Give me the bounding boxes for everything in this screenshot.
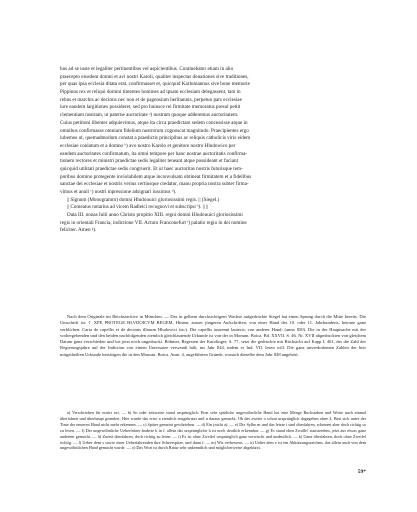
charter-text <box>60 66 366 235</box>
charter-line: rebus et marchis ac decimis nec non et de pagensium heribannis, perpetuo pars ecclesiae <box>60 96 242 103</box>
signum-line: || Signum (Monogramm) domni Hludouuici gloriosissimi regis. || (Siegel.) <box>67 196 220 203</box>
charter-line: vimus et anuli ᶜ) nostri inpressione adsignari iussimus ᵈ). <box>60 189 177 195</box>
editorial-note <box>60 314 366 358</box>
charter-line: sanctae dei ecclesiae et nostris verius certiusque credatur, manu propria nostra subter firma- <box>60 181 249 188</box>
charter-line: Cuius petitioni libenter adquievimus, atque ita circa praedictam sedem concessisse atque in <box>60 119 248 126</box>
charter-line: bus ad se iuste et legaliter pertinentibus vel aspicientibus. Continebatur etiam in alio <box>60 66 234 72</box>
charter-line: Pippinus rex et reliqui domini timentes homines ad ipsam ecclesiam delegassent, tam in <box>60 89 241 96</box>
charter-line: omnibus confirmasse omnium fidelium nostrorum cognoscat magnitudo. Praecipientes ergo <box>60 127 249 134</box>
charter-line: iure eandem largitiones possideret, sed pro huiusce rei firmitate memoratus presul petiit <box>60 104 241 111</box>
charter-line: clementiam nostram, ut paterne auctoritate ᵃ) nostram quoque adderemus auctoritatem. <box>60 112 239 119</box>
footnote-paragraph: a) Verschrieben für nostri avi. — b) So oder zeitweise stand ursprünglich. Eine sehr spärliche ungewöhnliche Hand hat eine Menge Buchstaben und Worte nach einmal überfahren und überhaupt geändert. Hier wurde das erste a ziemlich ausgekratzt und n daraus gemacht. Ob das zweite o schon ursprünglich dagegeben ohne 4. Best sich unter der Tinte der neueren Hand nicht mehr erkennen. — c) Später gemeint geschrieben. — d) Ein (nicht a). — e) Die Sylbe m und das letzte i sind überfahren, scheinen aber doch richtig so zu lesen. — f) Der ungewöhnliche Ueberfahrer änderte h in f, allein das ursprüngliche h ist noch deutlich erkennbar. — g) Es stand eben Zwalle! ausisterdem, jetzt aus etwas ganz anderem gemacht. — h) Zuerst überfahren, doch richtig zu lesen. — i) Es ist ohne Zweifel ursprünglich ganz verwischt und undeutlich. — k) Ganz überfahren, doch ohne Zweifel richtig. — l) Ueber dem s sowie einer Ueberfahrenden ihre Scheerspitze, und dann f. — m) Wir verbessern. — n) Ueber dem e ist ein Abkürzungszeichen, das allein auch von dem ungewöhnlichen Hand gemacht wurde. — o) Das Wort ist durch Rasur sehr unkenntlich und möglicherweise abgekürzt. <box>60 410 366 451</box>
dating-line: feliciter. Amen ᵍ). <box>60 227 97 234</box>
charter-line: ecclesiae conlatum et a domno ᵇ) avo nostro Karolo et genitore nostro Hludowico per <box>60 142 236 149</box>
recognition-line: || Comeatus notarius ad vicem Radleici recognovi et subscripsi ᵉ). || || <box>67 204 209 211</box>
charter-line: eandem auctoritates confirmatum, ita omni tempore per hanc nostrae auctoritatis confirma- <box>60 150 248 157</box>
charter-line: poribus domino protegente inviolabilem atque inconvulsam obtineat firmitatem et a fidelibus <box>60 173 252 180</box>
dating-line: regis in orientali Francia, indictione VII. Actum Franconefurt ᶠ) palatio regio in dei nomine <box>60 219 247 226</box>
charter-line: tionem rectores et ministri praedictae sedis legaliter teneant atque possideant et faciant <box>60 158 238 165</box>
editorial-note-paragraph: Nach dem Originale im Reichsarchive in München. — Das in gelbem durchsichtigem Wachse aufgedrückte Siegel hat einen Sprung durch die Mitte bereits. Die Umschrift ist: † XPE PROTEGE HLVDOICVM REGEM. Hinten, ausser jüngeren Aufschriften, von einer Hand des 10. oder 11. Jahrhunderts, betonte ganz verblichen: Carta de capellis et de decimis illarum Hludowici (sic). Die capellis iusuenni lauteris; von anderer Hand: (anno 850). Die in der Hauptsache mit der vorhergehenden und den beiden nachfolgenden ziemlich gleichlautende Urkunde ist von der in Monum. Boica. Bd. XXVII. S. 46. Nr. XVII abgedruckten von gleichem Datum ganz verschieden und bis jetzt noch ungedruckt. Böhmer, Regesten der Karolinger, S. 77, setzt die gedruckte mit Rücksicht auf Kapp I, 461, der die Zahl der Regierungsjahre auf der Indiction von einem Untersatze verwandt hält, ins Jahr 844, indem er Ind. VII. lesen will. Die ganz unverdorbenen Zahlen der hier mitgetheilten Urkunde bestätigen die in den Monum. Boica. Anm. 4, angeführten Gründe, wonach dieselbe dem Jahr 848 angehört. <box>60 314 366 357</box>
dating-line: Data III. nonas Iulii anno Christo propitio XIII. regni domni Hludouuici gloriosissimi <box>67 212 243 219</box>
charter-line: quicquid utilitati praedictae sedis congruerit. Et ut haec auctoritas nostris futurisque tem- <box>60 165 243 172</box>
charter-line: iubemus ut, quemadmodum constat a praedictis principibus ac reliquis catholicis viris eidem <box>60 135 251 142</box>
footnotes <box>60 410 366 451</box>
charter-line: per quas ipsa ecclesia ditata erat, confirmasset et, quicquid Karlomannus sive bone memorie <box>60 81 250 88</box>
page-number: 59* <box>357 469 366 475</box>
charter-line: praecepto eiusdem domni et avi nostri Karoli, qualiter inspectas donationes sive traditiones, <box>60 73 249 80</box>
